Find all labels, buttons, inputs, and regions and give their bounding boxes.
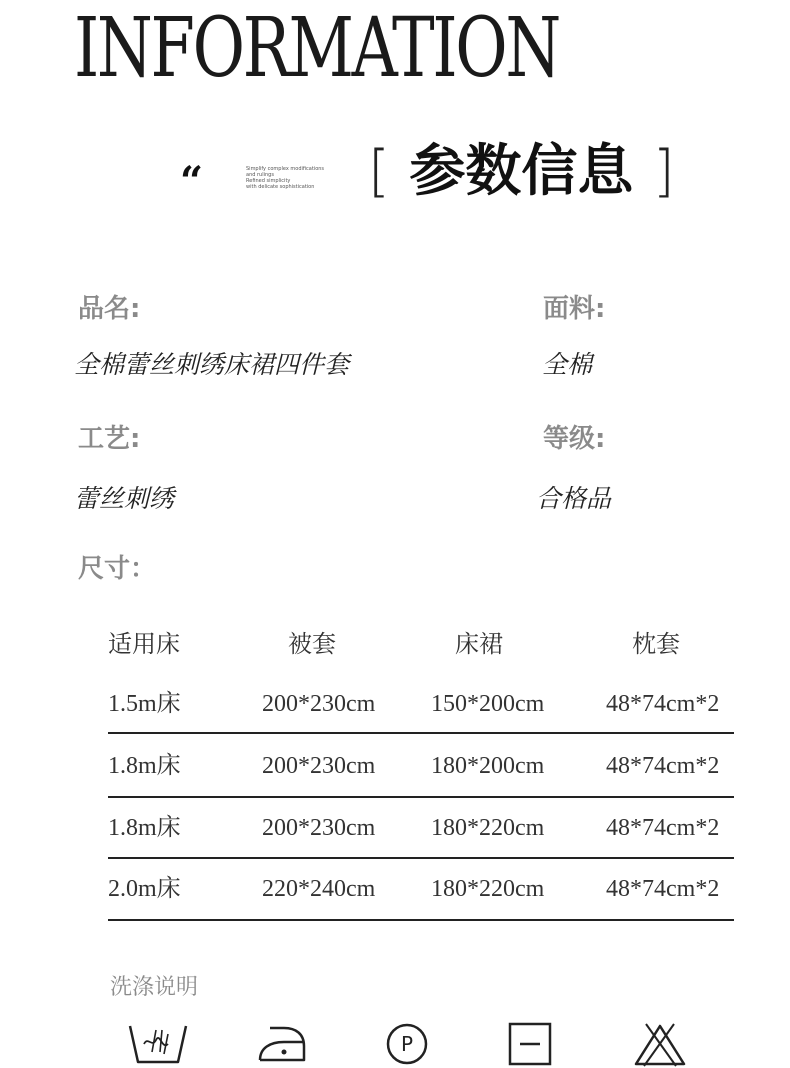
table-cell: 200*230cm <box>262 691 376 717</box>
tagline-line: Simplify complex modifications <box>246 166 325 172</box>
table-divider <box>108 857 734 859</box>
iron-low-icon <box>258 1022 306 1064</box>
dry-flat-icon <box>508 1022 552 1066</box>
tagline-line: with delicate sophistication <box>246 184 315 190</box>
table-cell: 150*200cm <box>431 691 545 717</box>
tagline-line: Refined simplicity <box>246 178 291 184</box>
table-cell: 220*240cm <box>262 876 376 902</box>
product-name-value: 全棉蕾丝刺绣床裙四件套 <box>74 350 350 379</box>
bracket-close: ] <box>652 139 675 204</box>
table-cell: 1.5m床 <box>108 691 181 717</box>
craft-label: 工艺: <box>78 424 141 454</box>
table-cell: 180*220cm <box>431 815 545 841</box>
section-heading <box>368 138 675 205</box>
heading-text: 参数信息 <box>409 139 634 204</box>
table-cell: 180*200cm <box>431 753 545 779</box>
table-header-bedskirt: 床裙 <box>455 630 503 658</box>
table-cell: 200*230cm <box>262 753 376 779</box>
tagline <box>246 166 324 190</box>
table-cell: 1.8m床 <box>108 815 181 841</box>
table-cell: 48*74cm*2 <box>606 815 720 841</box>
table-cell: 1.8m床 <box>108 753 181 779</box>
tagline-line: and rulings <box>246 172 274 178</box>
do-not-bleach-icon <box>632 1022 688 1068</box>
grade-label: 等级: <box>543 424 606 454</box>
table-cell: 200*230cm <box>262 815 376 841</box>
grade-value: 合格品 <box>536 484 612 513</box>
table-cell: 48*74cm*2 <box>606 876 720 902</box>
product-name-label: 品名: <box>78 294 141 324</box>
table-cell: 48*74cm*2 <box>606 691 720 717</box>
table-cell: 2.0m床 <box>108 876 181 902</box>
table-cell: 180*220cm <box>431 876 545 902</box>
quote-mark: “ <box>180 158 204 205</box>
care-label: 洗涤说明 <box>110 975 199 1000</box>
table-header-duvet: 被套 <box>288 630 336 658</box>
fabric-label: 面料: <box>543 294 606 324</box>
page-title: INFORMATION <box>74 1 559 96</box>
table-divider <box>108 796 734 798</box>
craft-value: 蕾丝刺绣 <box>74 484 175 513</box>
table-header-pillowcase: 枕套 <box>632 630 680 658</box>
dry-clean-p-icon <box>385 1022 429 1066</box>
size-label: 尺寸： <box>78 554 157 584</box>
table-divider <box>108 919 734 921</box>
table-divider <box>108 732 734 734</box>
hand-wash-icon <box>128 1022 188 1066</box>
fabric-value: 全棉 <box>542 350 593 379</box>
table-cell: 48*74cm*2 <box>606 753 720 779</box>
bracket-open: [ <box>368 139 390 204</box>
dry-clean-letter: P <box>400 1032 414 1056</box>
table-header-bed: 适用床 <box>108 630 180 658</box>
